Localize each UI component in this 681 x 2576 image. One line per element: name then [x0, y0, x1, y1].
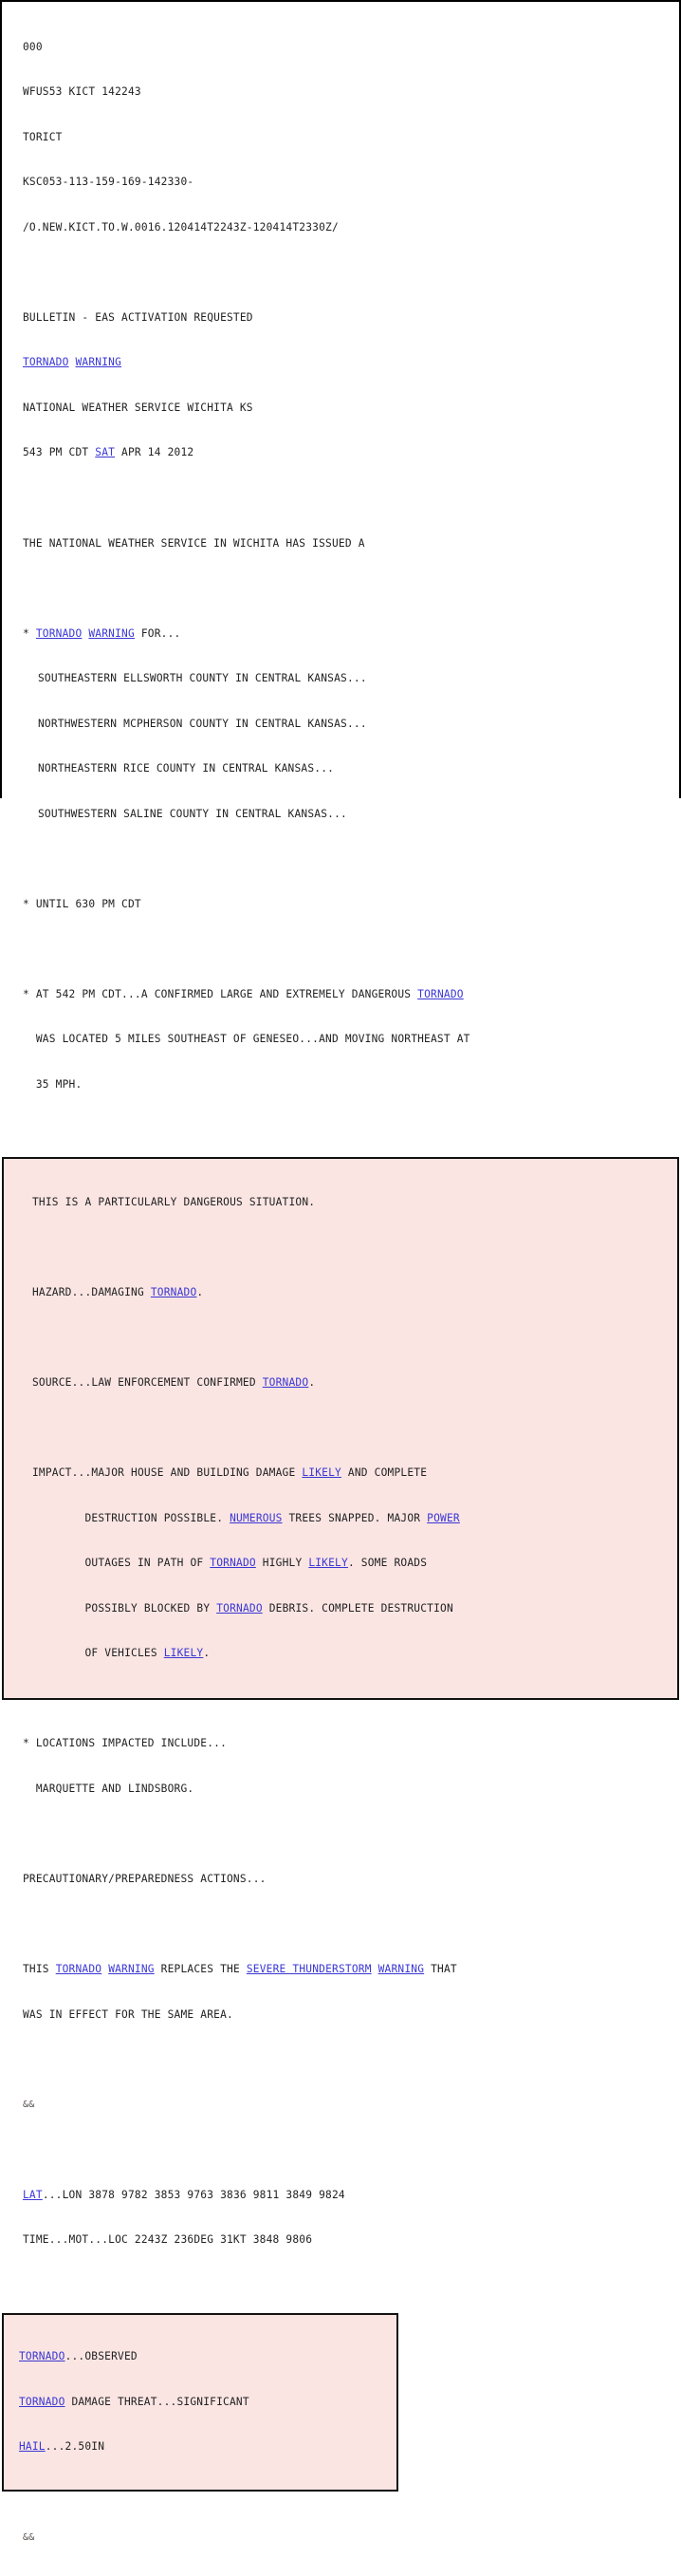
- replaces-text: THIS: [23, 1963, 56, 1975]
- blank-line: [32, 1330, 677, 1345]
- impact-text: HIGHLY: [255, 1557, 309, 1570]
- tornado-tag-value: ...OBSERVED: [64, 2350, 138, 2363]
- replaces-line-1: [23, 1962, 679, 1977]
- impact-line-2: [32, 1511, 677, 1526]
- line-000: 000: [23, 40, 43, 53]
- awips-id: TORICT: [23, 130, 63, 143]
- tornado-link[interactable]: TORNADO: [216, 1601, 263, 1615]
- power-link[interactable]: POWER: [427, 1511, 460, 1524]
- hazard-label: HAZARD...DAMAGING: [32, 1285, 151, 1298]
- replaces-line-2: WAS IN EFFECT FOR THE SAME AREA.: [23, 2007, 233, 2021]
- issued-timestamp: [23, 445, 679, 460]
- bulletin-line: BULLETIN - EAS ACTIVATION REQUESTED: [23, 310, 253, 324]
- impact-text: TREES SNAPPED. MAJOR: [282, 1511, 428, 1524]
- warning-link[interactable]: WARNING: [88, 626, 135, 640]
- blank-line: [23, 851, 679, 867]
- tags-highlight-box: [2, 2313, 398, 2491]
- issuing-office: NATIONAL WEATHER SERVICE WICHITA KS: [23, 401, 253, 414]
- source-line: [32, 1375, 677, 1391]
- locations-list: MARQUETTE AND LINDSBORG.: [23, 1782, 194, 1795]
- blank-line: [23, 265, 679, 280]
- blank-line: [23, 2052, 679, 2067]
- for-text: FOR...: [134, 626, 181, 640]
- lat-link[interactable]: LAT: [23, 2188, 43, 2201]
- tornado-link[interactable]: TORNADO: [417, 987, 464, 1000]
- issued-statement: THE NATIONAL WEATHER SERVICE IN WICHITA HAS ISSUED A: [23, 536, 365, 550]
- hail-link[interactable]: HAIL: [19, 2440, 46, 2454]
- impact-text: DEBRIS. COMPLETE DESTRUCTION: [262, 1601, 453, 1615]
- locations-block: [2, 1700, 679, 2314]
- separator-ampersands: &&: [23, 2099, 35, 2110]
- tornado-link[interactable]: TORNADO: [35, 626, 83, 640]
- issued-date: APR 14 2012: [115, 446, 194, 459]
- severe-thunderstorm-link[interactable]: SEVERE THUNDERSTORM: [246, 1963, 372, 1975]
- impact-line-3: [32, 1556, 677, 1571]
- source-suffix: .: [308, 1375, 316, 1389]
- impact-text: . SOME ROADS: [347, 1557, 428, 1570]
- ugc-line: KSC053-113-159-169-142330-: [23, 176, 194, 189]
- likely-link[interactable]: LIKELY: [308, 1557, 348, 1570]
- blank-line: [23, 2142, 679, 2157]
- lat-lon-values: ...LON 3878 9782 3853 9763 3836 9811 3849 9824: [42, 2188, 345, 2201]
- blank-line: [23, 491, 679, 506]
- precautionary-header: PRECAUTIONARY/PREPAREDNESS ACTIONS...: [23, 1872, 267, 1885]
- tornado-damage-threat-line: [19, 2395, 396, 2410]
- tornado-link[interactable]: TORNADO: [150, 1285, 197, 1298]
- blank-line: [32, 1420, 677, 1435]
- time-mot-loc-line: TIME...MOT...LOC 2243Z 236DEG 31KT 3848 9806: [23, 2233, 313, 2247]
- wmo-heading: WFUS53 KICT 142243: [23, 85, 141, 99]
- pds-highlight-box: [2, 1157, 679, 1700]
- source-label: SOURCE...LAW ENFORCEMENT CONFIRMED: [32, 1375, 263, 1389]
- space: [372, 1963, 378, 1975]
- observation-text: * AT 542 PM CDT...A CONFIRMED LARGE AND EXTREMELY DANGEROUS: [23, 987, 418, 1000]
- county-item: SOUTHWESTERN SALINE COUNTY IN CENTRAL KANSAS...: [38, 807, 347, 820]
- county-item: SOUTHEASTERN ELLSWORTH COUNTY IN CENTRAL KANSAS...: [38, 672, 367, 685]
- impact-text: OF VEHICLES: [32, 1647, 164, 1660]
- tornado-link[interactable]: TORNADO: [19, 2350, 65, 2363]
- replaces-text: REPLACES THE: [154, 1963, 247, 1975]
- bulletin-headline: [23, 355, 679, 370]
- expiration-line: * UNTIL 630 PM CDT: [23, 897, 141, 910]
- impact-text: OUTAGES IN PATH OF: [32, 1557, 211, 1570]
- county-item: NORTHEASTERN RICE COUNTY IN CENTRAL KANSAS...: [38, 762, 335, 775]
- vtec-line: /O.NEW.KICT.TO.W.0016.120414T2243Z-120414T2330Z/: [23, 220, 339, 233]
- header-block: [2, 2, 679, 1157]
- likely-link[interactable]: LIKELY: [302, 1466, 341, 1479]
- locations-header: * LOCATIONS IMPACTED INCLUDE...: [23, 1737, 227, 1750]
- impact-line-4: [32, 1601, 677, 1616]
- observation-line-2: WAS LOCATED 5 MILES SOUTHEAST OF GENESEO...AND MOVING NORTHEAST AT: [23, 1033, 470, 1046]
- impact-line-5: [32, 1646, 677, 1661]
- replaces-text: THAT: [424, 1963, 457, 1975]
- tornado-link[interactable]: TORNADO: [19, 2395, 65, 2408]
- issued-time-prefix: 543 PM CDT: [23, 446, 96, 459]
- hazard-suffix: .: [196, 1285, 204, 1298]
- likely-link[interactable]: LIKELY: [163, 1647, 204, 1660]
- blank-line: [32, 1240, 677, 1255]
- warning-for-line: [23, 626, 679, 642]
- tornado-link[interactable]: TORNADO: [262, 1375, 309, 1389]
- tornado-link[interactable]: TORNADO: [55, 1963, 102, 1975]
- footer-block: [2, 2492, 679, 2576]
- county-item: NORTHWESTERN MCPHERSON COUNTY IN CENTRAL KANSAS...: [38, 717, 367, 730]
- warning-link[interactable]: WARNING: [108, 1963, 155, 1975]
- day-link[interactable]: SAT: [95, 446, 116, 459]
- impact-label: IMPACT...MAJOR HOUSE AND BUILDING DAMAGE: [32, 1466, 303, 1479]
- hazard-line: [32, 1285, 677, 1300]
- blank-line: [23, 942, 679, 957]
- damage-threat-value: DAMAGE THREAT...SIGNIFICANT: [64, 2395, 249, 2408]
- hail-size-value: ...2.50IN: [45, 2440, 105, 2454]
- blank-line: [23, 1916, 679, 1932]
- warning-link[interactable]: WARNING: [75, 356, 122, 369]
- blank-line: [23, 1826, 679, 1841]
- numerous-link[interactable]: NUMEROUS: [230, 1511, 283, 1524]
- lat-lon-line: [23, 2188, 679, 2203]
- observation-line-3: 35 MPH.: [23, 1077, 83, 1091]
- tornado-link[interactable]: TORNADO: [210, 1557, 256, 1570]
- impact-text: DESTRUCTION POSSIBLE.: [32, 1511, 230, 1524]
- hail-tag-line: [19, 2439, 396, 2455]
- observation-line-1: [23, 987, 679, 1002]
- impact-text: .: [203, 1647, 211, 1660]
- bullet-marker: *: [23, 626, 36, 640]
- warning-link[interactable]: WARNING: [377, 1963, 425, 1975]
- impact-text: POSSIBLY BLOCKED BY: [32, 1601, 217, 1615]
- impact-line-1: [32, 1465, 677, 1481]
- tornado-tag-line: [19, 2349, 396, 2364]
- pds-statement: THIS IS A PARTICULARLY DANGEROUS SITUATION.: [32, 1195, 316, 1208]
- tornado-link[interactable]: TORNADO: [23, 356, 69, 369]
- blank-line: [23, 581, 679, 596]
- separator-ampersands: &&: [23, 2532, 35, 2544]
- impact-text: AND COMPLETE: [340, 1466, 428, 1479]
